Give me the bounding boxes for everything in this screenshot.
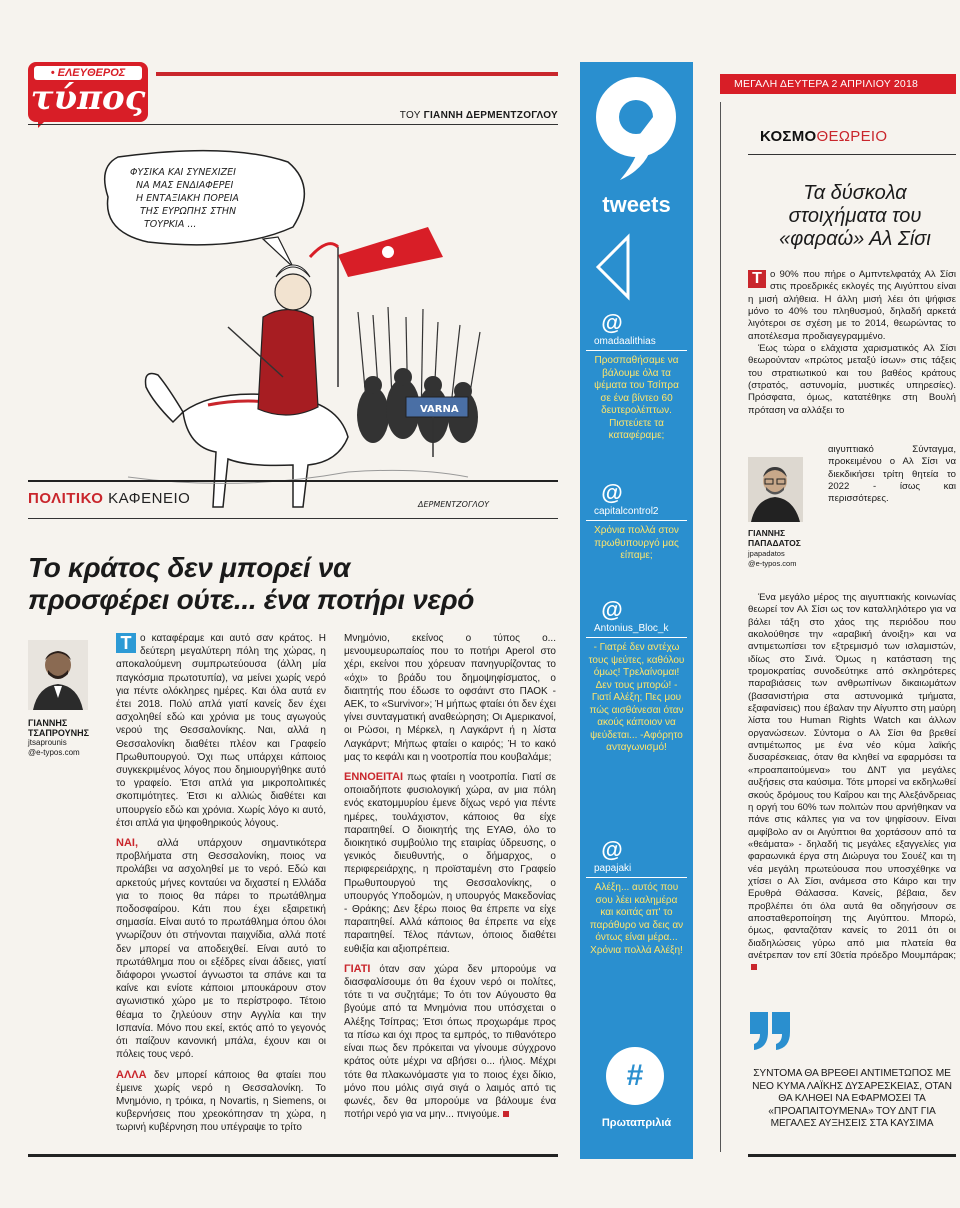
author-contact [28, 738, 108, 758]
tweet-rule [586, 877, 687, 878]
speech-line-4: ΤΗΣ ΕΥΡΩΠΗΣ ΣΤΗΝ [140, 206, 237, 217]
columnist-email: @e-typos.com [748, 558, 797, 568]
header-rule [156, 72, 558, 76]
at-icon: @ [601, 597, 623, 622]
author-name: ΓΙΑΝΝΗΣ ΤΣΑΠΡΟΥΝΗΣ [28, 718, 90, 738]
page-bottom-rule [28, 1154, 558, 1157]
columnist-handle: jpapadatos [748, 549, 785, 558]
tweet-item [580, 310, 693, 443]
tweets-title: tweets [602, 192, 671, 217]
tweet-rule [586, 350, 687, 351]
article-paragraph-6: ΓΙΑΤΙ όταν σαν χώρα δεν μπορούμε να διασφαλίσουμε ότι θα έχουν νερό οι πολίτες, τότε τι να συζητάμε; Το ότι τον Αύγουστο θα βγούμε από τα Μνημόνια που υπόσχεται ο Αλέξης Τσίπρας; Έτσι όπως προχωράμε προς τα πίσω και όχι προς τα εμπρός, το πιθανότερο είναι πως δεν πρόκειται να γίνουμε σύγχρονο κράτος ούτε μέχρι να αβήσει ο... ήλιος. Μέχρι τότε θα πλακωνόμαστε για το ποιος έχει δίκιο, μόνο που μόλις σιγά σιγά ο λαιμός από τις φωνές, δεν θα μπορούμε να βάλουμε ένα ποτήρι νερό για να μην... πνιγούμε. [344, 962, 557, 1121]
tweet-item [580, 837, 693, 957]
end-mark [503, 1111, 509, 1117]
issue-date: ΜΕΓΑΛΗ ΔΕΥΤΕΡΑ 2 ΑΠΡΙΛΙΟΥ 2018 [720, 74, 956, 94]
article-paragraph-5: ΕΝΝΟΕΙΤΑΙ πως φταίει η νοοτροπία. Γιατί σε οποιαδήποτε φυσιολογική χώρα, αν μια πόλη ενός εκατομμυρίου έμενε δίχως νερό για πέντε ημέρες, τουλάχιστον, κάποιος θα είχε παραιτηθεί. Ο διοικητής της ΕΥΑΘ, όλο το διοικητικό συμβούλιο της εταιρίας ύδρευσης, ο γενικός διευθυντής, ο δήμαρχος, ο περιφερειάρχης, η προϊσταμένη στο Γραφείο Πρωθυπουργού της Θεσσαλονίκης, ο υπουργός Υποδομών, η υπουργός Μακεδονίας - Θράκης; Δεν ξέρω ποιος θα έπρεπε να είχε παραιτηθεί. Αλλά κάποιος θα έπρεπε να είχε παραιτηθεί. Τέλος πάντων, όποιος διαθέτει ευθιξία και αξιοπρέπεια. [344, 771, 556, 955]
section-rule [748, 154, 956, 155]
world-headline-line-2: στοιχήματα του [788, 205, 922, 227]
tweets-column [580, 62, 693, 1159]
tweet-text: - Γιατρέ δεν αντέχω τους ψεύτες, καθόλου όμως! Τρελαίνομαι! Δεν τους μπορώ! - Γιατί Αλέξη; Πες μου πώς αισθάνεσαι όταν ακούς κάποιον να ψεύδεται... -Αφόρητο ανταγωνισμό! [588, 642, 685, 753]
world-paragraph-3: αιγυπτιακό Σύνταγμα, προκειμένου ο Αλ Σίσι να διεκδικήσει τρίτη θητεία το 2022 - ίσως και περισσότερες. [828, 444, 956, 505]
article-paragraph-2: ΝΑΙ, αλλά υπάρχουν σημαντικότερα προβλήματα στη Θεσσαλονίκη, ποιος να προλάβει να ασχοληθεί με το νερό. Εδώ και αρκετούς μήνες κονταύει να διχαστεί η Ελλάδα για το ποιος θα πάρει το πρωτάθλημα ποδοσφαίρου. Κάτι που έχει εξαιρετική σημασία. Είναι αυτό το πρωτάθλημα όπου όλοι γνωρίζουν ότι στήνονται παιχνίδια, αλλά ποτέ δεν μπορεί να αποδειχθεί. Είναι αυτό το πρωτάθλημα που οι εξέδρες είναι άδειες, γιατί διάφοροι γνωστοί άγνωστοι τα σπάνε και τα καίνε και ενίοτε κάποιοι μπουκάρουν στον αγωνιστικό χώρο με το περίστροφο. Τέτοιο θέαμα το ζηλεύουν στην Αγγλία και την Ισπανία. Μόνο που εκεί, εκτός από το γεγονός ότι παίζουν κανονική μπάλα, έχουν και οι πόλεις τους νερό. [116, 837, 326, 1061]
world-headline-line-3: «φαραώ» Αλ Σίσι [779, 228, 931, 250]
world-headline-line-1: Τα δύσκολα [803, 182, 907, 204]
columnist-photo [748, 457, 803, 522]
speech-line-3: Η ΕΝΤΑΞΙΑΚΗ ΠΟΡΕΙΑ [136, 193, 239, 204]
author-handle: jtsaprounis [28, 738, 67, 747]
tweet-text: Προσπαθήσαμε να βάλουμε όλα τα ψέματα του Τσίπρα σε ένα βίντεο 60 δευτερολέπτων. Πιστεύετε τα καταφέραμε; [594, 355, 679, 441]
quote-icon [748, 1012, 793, 1052]
pull-quote: ΣΥΝΤΟΜΑ ΘΑ ΒΡΕΘΕΙ ΑΝΤΙΜΕΤΩΠΟΣ ΜΕ ΝΕΟ ΚΥΜΑ ΛΑΪΚΗΣ ΔΥΣΑΡΕΣΚΕΙΑΣ, ΟΤΑΝ ΘΑ ΚΛΗΘΕΙ ΝΑ ΕΦΑΡΜΟΣΕΙ ΤΑ «ΠΡΟΑΠΑΙΤΟΥΜΕΝΑ» ΤΟΥ ΔΝΤ ΓΙΑ ΜΕΓΑΛΕΣ ΑΥΞΗΣΕΙΣ ΣΤΑ ΚΑΥΣΙΜΑ [752, 1068, 952, 1129]
article-column-1 [116, 632, 326, 1142]
tweet-text: Αλέξη... αυτός που σου λέει καλημέρα και κοιτάς απ' το παράθυρο να δεις αν όντως είναι μέρα... Χρόνια πολλά Αλέξη! [589, 882, 684, 956]
world-paragraph-1: Τ ο 90% που πήρε ο Αμπντελφατάχ Αλ Σίσι στις προεδρικές εκλογές της Αιγύπτου είναι η μισή αλήθεια. Η άλλη μισή λέει ότι ψήφισε μόνο το 40% του πληθυσμού, δηλαδή αρκετά λιγότεροι σε σχέση με το 2014, θεωρώντας το αποτέλεσμα προδιαγεγραμμένο. [748, 269, 956, 342]
section-label-bold: ΚΟΣΜΟ [760, 128, 817, 145]
varna-sign-text: VARNA [420, 404, 459, 415]
byline-author: ΓΙΑΝΝΗ ΔΕΡΜΕΝΤΖΟΓΛΟΥ [423, 110, 558, 121]
tweet-rule [586, 520, 687, 521]
tweet-handle[interactable]: papajaki [594, 863, 632, 874]
world-text-1 [748, 269, 956, 417]
at-icon: @ [601, 480, 623, 505]
drop-cap: Τ [748, 270, 766, 288]
tweet-rule [586, 637, 687, 638]
page-bottom-rule [748, 1154, 956, 1157]
cartoon-signature: ΔΕΡΜΕΝΤΖΟΓΛΟΥ [418, 500, 490, 509]
end-mark [751, 964, 757, 970]
logo-tail [38, 118, 48, 128]
drop-cap: Τ [116, 633, 136, 653]
column-divider [720, 102, 721, 1152]
hashtag-label: Πρωταπριλιά [601, 1117, 672, 1129]
speech-line-1: ΦΥΣΙΚΑ ΚΑΙ ΣΥΝΕΧΙΖΕΙ [130, 167, 236, 178]
world-headline [750, 182, 960, 251]
author-photo [28, 640, 88, 710]
world-text-3 [748, 592, 956, 975]
byline-rule [28, 124, 558, 125]
world-text-2 [828, 444, 956, 506]
cartoon-byline [400, 110, 558, 121]
speech-line-5: ΤΟΥΡΚΙΑ ... [144, 219, 197, 230]
at-icon: @ [601, 310, 623, 335]
world-column [720, 62, 956, 1159]
logo-top-text: • ΕΛΕΥΘΕΡΟΣ [34, 66, 142, 80]
political-cartoon [88, 147, 508, 522]
article-column-2 [344, 632, 556, 1128]
section-bar [28, 480, 558, 482]
tweet-text: Χρόνια πολλά στον πρωθυπουργό μας είπαμε; [594, 525, 679, 561]
main-article-page [28, 62, 558, 1157]
article-headline [28, 552, 558, 616]
logo-main-text: τύπος [30, 78, 146, 118]
world-paragraph-2: Έως τώρα ο ελάχιστα χαρισματικός Αλ Σίσι θεωρούνταν «πρώτος μεταξύ ίσων» στις τάξεις του στρατιωτικού και του βαθέος κράτους (στρατός, αστυνομία, μυστικές υπηρεσίες). Πρόσφατα, όμως, κατατέθηκε στη Βουλή πρόταση να αλλάξει το [748, 343, 956, 416]
section-label-normal: ΚΑΦΕΝΕΙΟ [108, 490, 191, 507]
columnist-name: ΓΙΑΝΝΗΣ ΠΑΠΑΔΑΤΟΣ [748, 528, 801, 548]
section-label [760, 128, 887, 145]
at-icon: @ [601, 837, 623, 862]
tweet-handle[interactable]: omadaalithias [594, 336, 656, 347]
world-paragraph-4: Ένα μεγάλο μέρος της αιγυπτιακής κοινωνίας θεωρεί τον Αλ Σίσι ως τον καταλληλότερο για να βάλει τάξη στο χάος της περιόδου που ακολούθησε την «αραβική άνοιξη» και να αντιμετωπίσει τον εξτρεμισμό των ισλαμιστών, ιδίως στο Σινά. Όμως η κατάσταση της τρομοκρατίας συνοδεύτηκε από σκληρότερες παραβιάσεις των ανθρωπίνων δικαιωμάτων (βασανιστήρια στα αστυνομικά τμήματα, εξαφανίσεις) που έβαλαν την Αίγυπτο στη μαύρη λίστα του Human Rights Watch και άλλων οργανώσεων. Σύντομα ο Αλ Σίσι θα βρεθεί αντιμέτωπος με ένα νέο κύμα λαϊκής δυσαρέσκειας, όταν θα κληθεί να εφαρμόσει τα «προαπαιτούμενα» του ΔΝΤ για μεγάλες αυξήσεις στα καύσιμα. Τότε μπορεί να εκδηλωθεί σκούς δρόμους του Καΐρου και της Αλεξάνδρειας η οργή του 60% των πολιτών που αρνήθηκαν να πάνε στις κάλπες για να τον ψηφίσουν. Είναι αμφίβολο αν οι Αιγύπτιοι θα χορτάσουν από τα «θεάματα» - δηλαδή τις μεγάλες εξαγγελίες για φαραωνικά έργα στη Διώρυγα του Σουέζ και τη νέα μεγάλη πρωτεύουσα που υποσχέθηκε να χτίσει ο Αλ Σίσι, ανάμεσα στο Κάιρο και την Ερυθρά Θάλασσα. Κανείς, βέβαια, δεν προβλέπει ότι όλα αυτά θα οδηγήσουν σε αποσταθεροποίηση της Αιγύπτου. Μπορώ, όμως, φανταζόταν κανείς το 2011 ότι οι διαδηλώσεις γύρω από μια πλατεία θα ανέτρεπαν τον επί 30ετία πρόεδρο Μουμπάρακ; [748, 592, 956, 975]
tweet-item [580, 480, 693, 563]
hashtag-icon: # [606, 1047, 664, 1105]
tweet-handle[interactable]: capitalcontrol2 [594, 506, 659, 517]
headline-line-2: προσφέρει ούτε... ένα ποτήρι νερό [28, 584, 475, 615]
tweets-logo-icon [580, 62, 693, 302]
section-label [28, 490, 190, 507]
tweet-handle[interactable]: Antonius_Bloc_k [594, 623, 669, 634]
newspaper-logo [28, 62, 148, 122]
author-email: @e-typos.com [28, 748, 80, 757]
section-label-bold: ΠΟΛΙΤΙΚΟ [28, 490, 104, 507]
article-paragraph-4: Μνημόνιο, εκείνος ο τύπος ο... μενουμευρωπαίος που το ποτήρι Aperol στο χέρι, εκείνοι που χόρευαν πανηγυρίζοντας το «όχι» το βράδυ του δημοψηφίσματος, ο διαιτητής που έδωσε το οφσάιντ στο ΠΑΟΚ - ΑΕΚ, το «Survivor»; Ή μήπως φταίει ότι δεν έχει γίνει συνταγματική αναθεώρηση; Οι Αμερικανοί, οι Ρώσοι, η Μέρκελ, η Λαγκάρντ ή η λίστα Λαγκάρντ; Μήπως φταίει ο καιρός; Ή το κακό μας το κεφάλι και η νοοτροπία που κουβαλάμε; [344, 633, 556, 763]
speech-line-2: ΝΑ ΜΑΣ ΕΝΔΙΑΦΕΡΕΙ [136, 180, 234, 191]
article-paragraph-1: Τ ο καταφέραμε και αυτό σαν κράτος. Η δεύτερη μεγαλύτερη πόλη της χώρας, η αποκαλούμενη συμπρωτεύουσα (άλλη μία παγκόσμια πρωτοτυπία), να μείνει χωρίς νερό για πέντε ολόκληρες ημέρες. Και όλα αυτά εν έτει 2018. Πολύ απλά γιατί κανείς δεν έχει ασχοληθεί εδώ και χρόνια με τους αγωγούς νερού της Θεσσαλονίκης. Ναι, αλλά η Θεσσαλονίκη διαθέτει πλέον και Γραφείο Πρωθυπουργού. Όχι πως υπάρχει κάποιος συγκεκριμένος λόγος που δημιουργήθηκε αυτό το γραφείο. Έτσι απλά για μικροπολιτικές σκοπιμότητες. Έτσι κι αλλιώς διαθέτει και υπουργείο εδώ και χρόνια. Χωρίς λόγο κι αυτό, έτσι απλά για ψηφοθηρικούς λόγους. [116, 633, 326, 829]
headline-line-1: Το κράτος δεν μπορεί να [28, 552, 351, 583]
article-paragraph-3: ΑΛΛΑ δεν μπορεί κάποιος θα φταίει που έμεινε χωρίς νερό η Θεσσαλονίκη. Το Μνημόνιο, η τρόικα, η Novartis, η Siemens, οι κυβερνήσεις που χρεοκόπησαν τη χώρα, η τωρινή κυβέρνηση που υπέγραψε το τρίτο [116, 1068, 326, 1134]
section-label-normal: ΘΕΩΡΕΙΟ [816, 128, 888, 145]
columnist-contact [748, 549, 828, 568]
byline-prefix: ΤΟΥ [399, 110, 421, 121]
section-rule [28, 518, 558, 519]
tweet-item [580, 597, 693, 755]
